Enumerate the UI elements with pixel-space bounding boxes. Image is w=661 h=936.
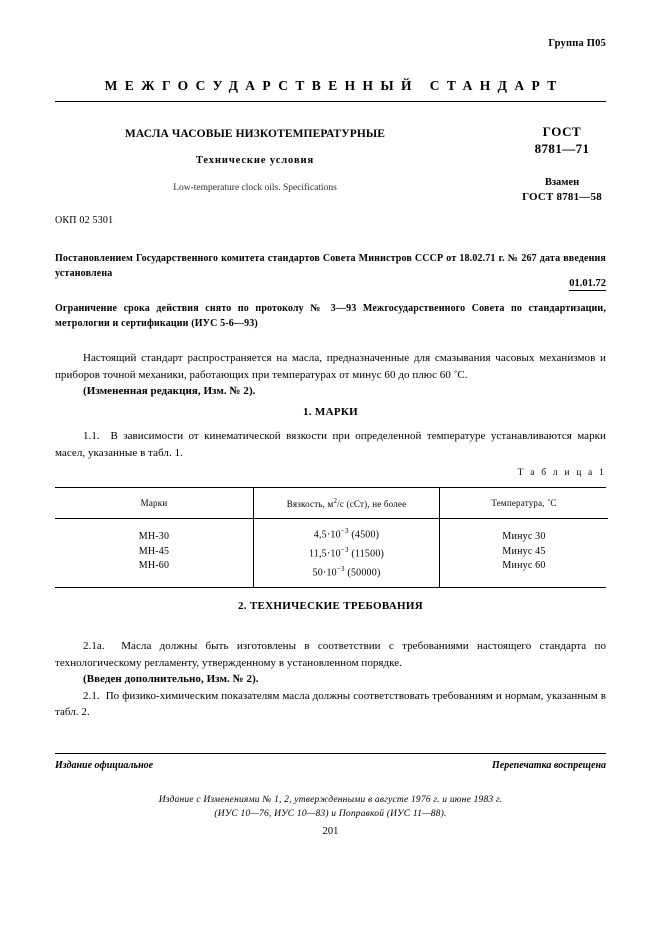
gost-label: ГОСТ <box>542 124 582 139</box>
scope-note-value: (Измененная редакция, Изм. № 2). <box>83 385 256 397</box>
clause-2-1a-note-value: (Введен дополнительно, Изм. № 2). <box>83 673 259 685</box>
mark-value: МН-30 <box>138 531 170 543</box>
viscosity-exponent: −3 <box>340 527 349 535</box>
viscosity-superscript: 2 <box>333 497 338 505</box>
section-2-clauses <box>55 638 606 721</box>
mark-value: МН-45 <box>138 545 170 557</box>
document-subtitle: Технические условия <box>195 155 315 166</box>
edition-note-line-2: (ИУС 10—76, ИУС 10—83) и Поправкой (ИУС 11—88). <box>214 809 447 819</box>
page-number: 201 <box>322 826 339 837</box>
table-header-temperature: Температура, ˚С <box>491 498 557 508</box>
footer-edition-official: Издание официальное <box>55 760 154 771</box>
section-1-heading: 1. МАРКИ <box>303 406 358 418</box>
temperature-value: Минус 60 <box>502 560 546 572</box>
clause-1-1 <box>55 428 606 461</box>
clause-1-1-text: В зависимости от кинематической вязкости при определенной температуре устанавливаются марки масел, указанные в табл. 1. <box>55 430 606 459</box>
banner-divider <box>55 101 606 102</box>
mark-value: МН-60 <box>138 560 170 572</box>
viscosity-cst: (50000) <box>344 566 381 578</box>
table-header-marks: Марки <box>140 498 168 508</box>
scope-note <box>55 383 606 400</box>
temperature-value: Минус 30 <box>502 531 546 543</box>
edition-note <box>55 793 606 821</box>
gost-number: 8781—71 <box>534 141 590 156</box>
scope-text-value: Настоящий стандарт распространяется на масла, предназначенные для смазывания часовых механизмов и приборов точной механики, работающих при температурах от минус 60 до плюс 60 ˚С. <box>55 352 606 381</box>
scope-paragraph <box>55 350 606 400</box>
viscosity-value <box>254 524 439 543</box>
section-2-heading: 2. ТЕХНИЧЕСКИЕ ТРЕБОВАНИЯ <box>238 600 423 612</box>
temperature-value: Минус 45 <box>502 545 546 557</box>
footer-reprint-prohibited: Перепечатка воспрещена <box>492 760 606 771</box>
clause-2-1-number: 2.1. <box>83 689 100 702</box>
clause-2-1 <box>55 688 606 721</box>
table-1 <box>55 487 606 588</box>
edition-note-line-1: Издание с Изменениями № 1, 2, утвержденными в августе 1976 г. и июне 1983 г. <box>158 795 503 805</box>
viscosity-base: 11,5·10 <box>308 548 341 560</box>
clause-2-1-text: По физико-химическим показателям масла должны соответствовать требованиям и нормам, указанным в табл. 2. <box>55 689 606 718</box>
viscosity-exponent: −3 <box>336 564 345 573</box>
viscosity-value <box>254 562 439 581</box>
footer-row <box>55 760 606 771</box>
viscosity-suffix: /с (сСт), не более <box>337 499 407 509</box>
protocol-text: Ограничение срока действия снято по протоколу № 3—93 Межгосударственного Совета по стандартизации, метрологии и сертификации (ИУС 5-6—93) <box>55 303 606 329</box>
decree-text: Постановлением Государственного комитета стандартов Совета Министров СССР от 18.02.71 г. № 267 дата введения установлена <box>55 253 606 279</box>
clause-2-1a-text: Масла должны быть изготовлены в соответствии с требованиями настоящего стандарта по технологическому регламенту, утвержденному в установленном порядке. <box>55 640 606 669</box>
viscosity-cst: (11500) <box>348 548 385 560</box>
okp-code: ОКП 02 5301 <box>55 215 114 226</box>
group-marker: Группа П05 <box>548 38 606 49</box>
decree-date-value: 01.01.72 <box>569 278 606 289</box>
viscosity-cst: (4500) <box>348 529 380 541</box>
table-1-caption: Т а б л и ц а 1 <box>517 468 606 478</box>
scope-text <box>55 350 606 383</box>
viscosity-prefix: Вязкость, м <box>286 499 334 509</box>
clause-1-1-number: 1.1. <box>83 430 100 442</box>
table-row <box>55 519 608 588</box>
document-title-english: Low-temperature clock oils. Specifications <box>173 183 337 193</box>
footer-divider <box>55 753 606 754</box>
clause-2-1a-note <box>55 671 606 688</box>
decree-date <box>55 278 606 289</box>
title-block <box>55 128 455 193</box>
document-title: МАСЛА ЧАСОВЫЕ НИЗКОТЕМПЕРАТУРНЫЕ <box>124 128 386 140</box>
table-cell-viscosity <box>254 519 440 588</box>
viscosity-base: 50·10 <box>312 566 337 578</box>
table-header-row <box>55 488 608 519</box>
gost-replaces-value: ГОСТ 8781—58 <box>522 191 602 203</box>
viscosity-exponent: −3 <box>340 545 349 554</box>
viscosity-value <box>254 543 439 562</box>
gost-number-block <box>467 124 657 203</box>
table-cell-temperature <box>440 519 609 588</box>
gost-replaces-label: Взамен <box>544 177 580 188</box>
clause-2-1a-number: 2.1а. <box>83 640 105 652</box>
table-cell-marks <box>55 519 254 588</box>
viscosity-base: 4,5·10 <box>313 529 341 541</box>
table-header-viscosity <box>254 488 440 519</box>
clause-2-1a <box>55 638 606 671</box>
standard-banner: МЕЖГОСУДАРСТВЕННЫЙ СТАНДАРТ <box>104 78 564 93</box>
